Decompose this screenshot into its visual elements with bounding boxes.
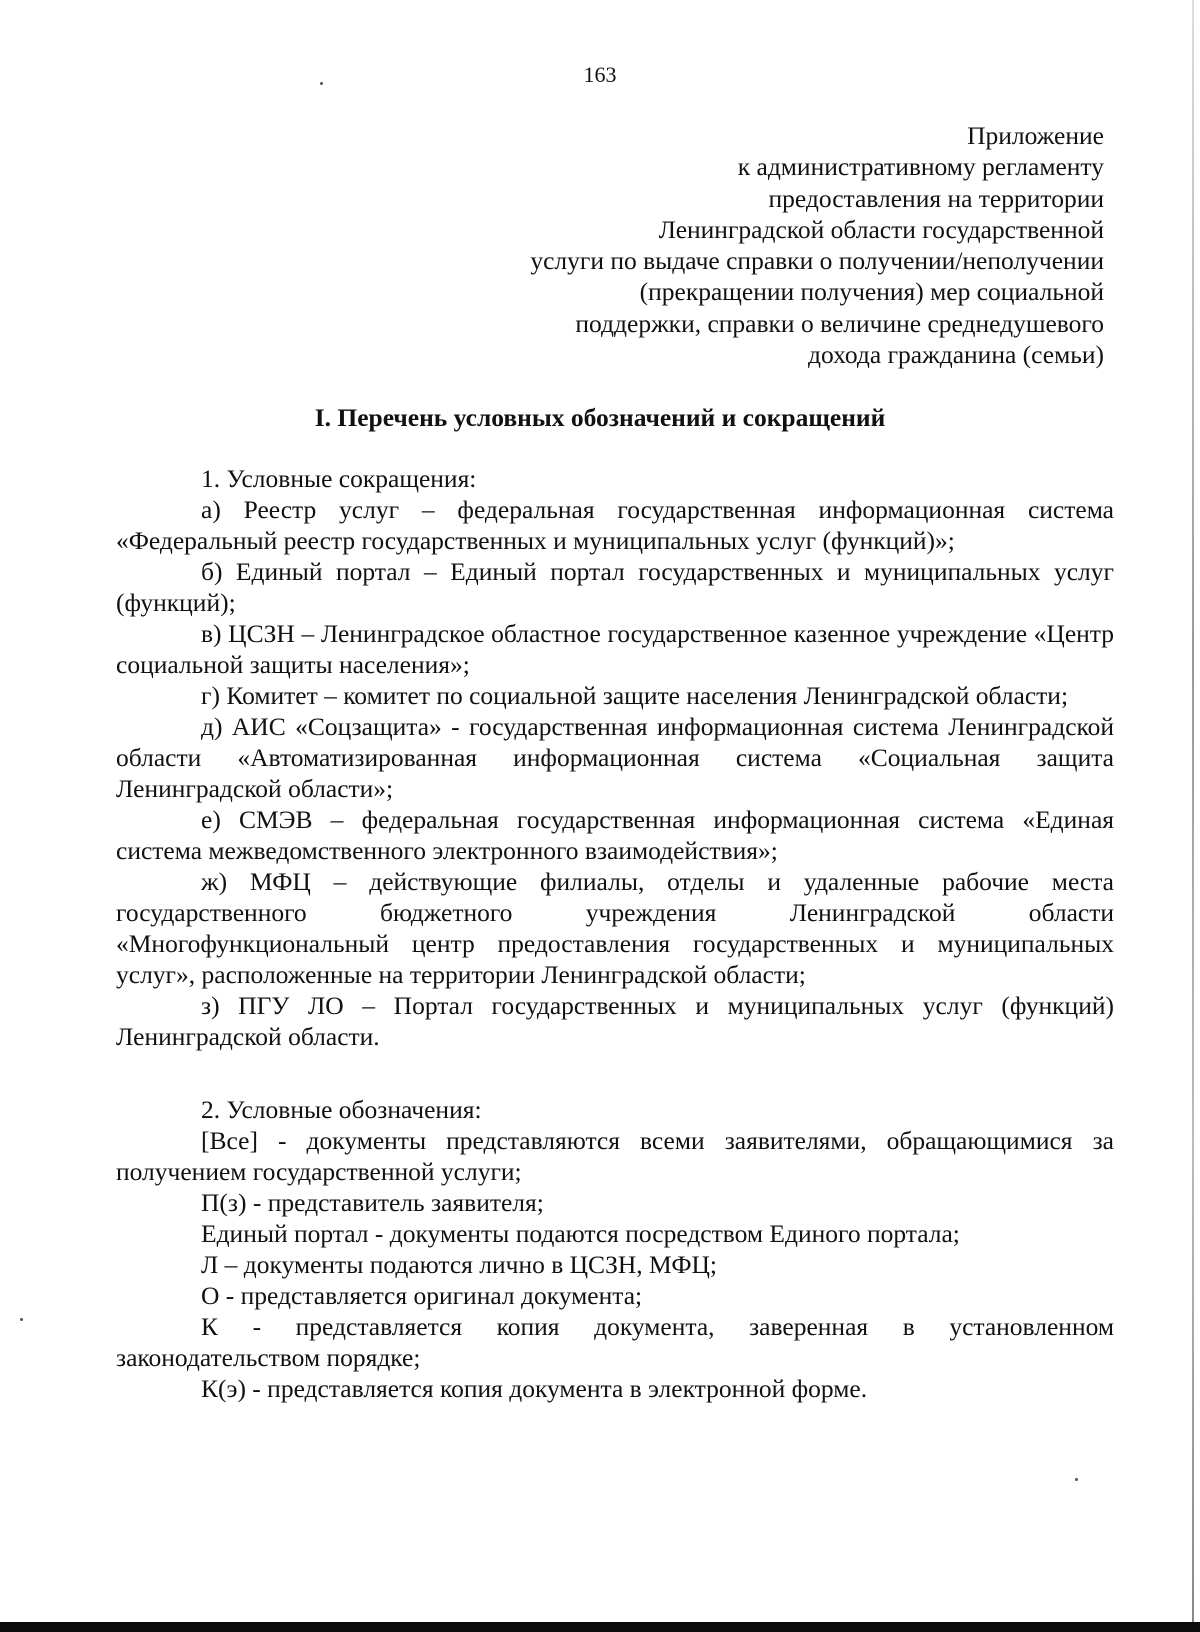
appendix-line: поддержки, справки о величине среднедушевого xyxy=(575,308,1104,338)
appendix-line: услуги по выдаче справки о получении/неполучении xyxy=(530,246,1104,276)
abbreviation-item: б) Единый портал – Единый портал государственных и муниципальных услуг (функций); xyxy=(116,557,1114,617)
abbreviation-item: в) ЦСЗН – Ленинградское областное государственное казенное учреждение «Центр социальной защиты населения»; xyxy=(116,619,1114,679)
page-number: 163 xyxy=(583,62,617,87)
appendix-line: Ленинградской области государственной xyxy=(658,214,1104,244)
paragraph-gap xyxy=(116,1052,1114,1094)
scan-edge-line xyxy=(1192,0,1194,1632)
appendix-line: Приложение xyxy=(967,121,1104,150)
designation-item: Л – документы подаются лично в ЦСЗН, МФЦ; xyxy=(201,1250,717,1279)
appendix-header xyxy=(384,120,1104,370)
designation-item: [Все] - документы представляются всеми заявителями, обращающимися за получением государственной услуги; xyxy=(116,1126,1114,1186)
abbreviation-item: ж) МФЦ – действующие филиалы, отделы и удаленные рабочие места государственного бюджетного учреждения Ленинградской области «Многофункциональный центр предоставления государственных и муниципальных услуг», расположенные на территории Ленинградской области; xyxy=(116,867,1114,989)
designation-item: К - представляется копия документа, заверенная в установленном законодательством порядке; xyxy=(116,1312,1114,1372)
scan-speck xyxy=(20,1318,23,1321)
appendix-line: (прекращении получения) мер социальной xyxy=(639,277,1104,307)
designation-item: О - представляется оригинал документа; xyxy=(201,1281,643,1310)
scan-speck xyxy=(1075,1478,1078,1481)
section-title: I. Перечень условных обозначений и сокращений xyxy=(314,403,886,432)
appendix-line: дохода гражданина (семьи) xyxy=(808,340,1104,370)
scan-bottom-border xyxy=(0,1622,1200,1632)
designations-heading: 2. Условные обозначения: xyxy=(201,1095,482,1124)
designation-item: П(з) - представитель заявителя; xyxy=(201,1188,544,1217)
designation-item: К(э) - представляется копия документа в электронной форме. xyxy=(201,1374,868,1403)
document-body xyxy=(116,463,1114,1404)
abbreviation-item: д) АИС «Соцзащита» - государственная информационная система Ленинградской области «Автоматизированная информационная система «Социальная защита Ленинградской области»; xyxy=(116,712,1114,803)
abbreviation-item: а) Реестр услуг – федеральная государственная информационная система «Федеральный реестр государственных и муниципальных услуг (функций)»; xyxy=(116,495,1114,555)
abbreviation-item: з) ПГУ ЛО – Портал государственных и муниципальных услуг (функций) Ленинградской области. xyxy=(116,991,1114,1051)
scan-speck xyxy=(320,82,323,85)
abbreviations-heading: 1. Условные сокращения: xyxy=(201,464,477,493)
appendix-line: к административному регламенту xyxy=(737,152,1104,182)
designation-item: Единый портал - документы подаются посредством Единого портала; xyxy=(201,1219,960,1248)
abbreviation-item: е) СМЭВ – федеральная государственная информационная система «Единая система межведомственного электронного взаимодействия»; xyxy=(116,805,1114,865)
abbreviation-item: г) Комитет – комитет по социальной защите населения Ленинградской области; xyxy=(201,681,1069,710)
appendix-line: предоставления на территории xyxy=(768,183,1104,213)
